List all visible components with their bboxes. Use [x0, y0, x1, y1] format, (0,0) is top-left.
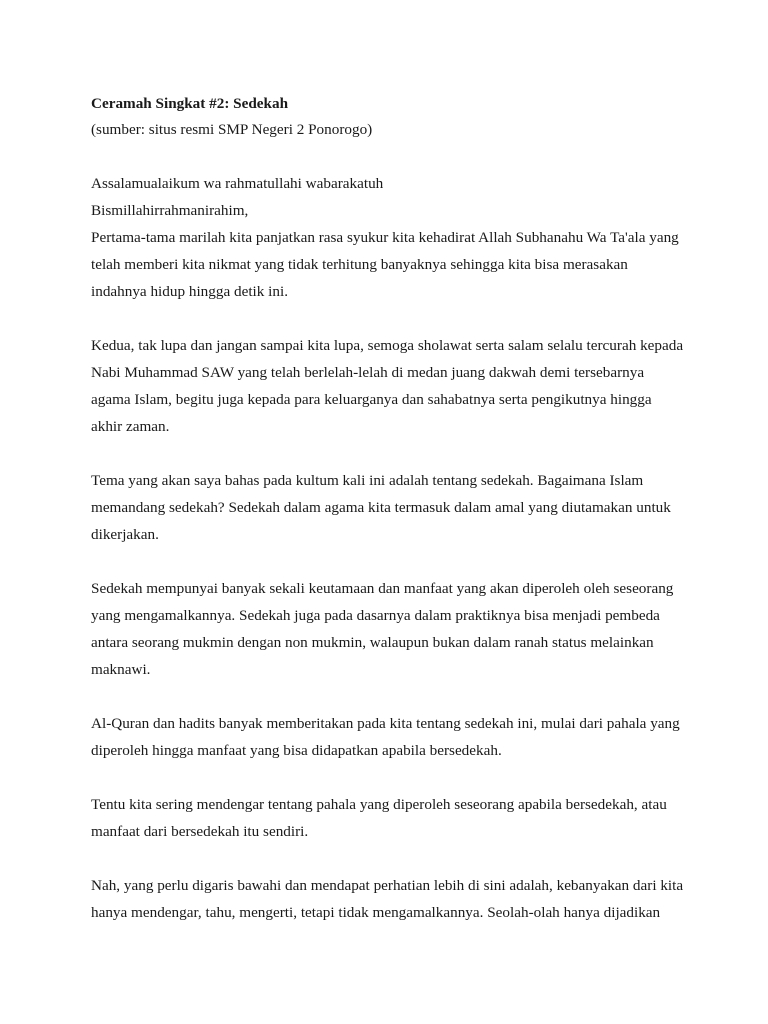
- body-paragraph-5: [91, 791, 687, 845]
- paragraph-gap: [91, 764, 687, 791]
- paragraph-gap: [91, 683, 687, 710]
- body-paragraph-6: [91, 872, 687, 926]
- body-paragraph-1: [91, 332, 687, 440]
- text-line: dikerjakan.: [91, 526, 159, 543]
- text-line: manfaat dari bersedekah itu sendiri.: [91, 823, 309, 840]
- text-line: Kedua, tak lupa dan jangan sampai kita lupa, semoga sholawat serta salam selalu tercurah kepada: [91, 337, 684, 354]
- paragraph-gap: [91, 440, 687, 467]
- text-line: Pertama-tama marilah kita panjatkan rasa syukur kita kehadirat Allah Subhanahu Wa Ta'ala yang: [91, 229, 679, 246]
- text-line: yang mengamalkannya. Sedekah juga pada dasarnya dalam praktiknya bisa menjadi pembeda: [91, 607, 660, 624]
- paragraph-gap: [91, 143, 687, 170]
- text-line: Sedekah mempunyai banyak sekali keutamaan dan manfaat yang akan diperoleh oleh seseorang: [91, 580, 674, 597]
- body-paragraph-3: [91, 575, 687, 683]
- text-line: agama Islam, begitu juga kepada para keluarganya dan sahabatnya serta pengikutnya hingga: [91, 391, 652, 408]
- body-paragraph-2: [91, 467, 687, 548]
- text-line: akhir zaman.: [91, 418, 170, 435]
- body-paragraph-4: [91, 710, 687, 764]
- document-source: (sumber: situs resmi SMP Negeri 2 Ponorogo): [91, 121, 373, 138]
- paragraph-gap: [91, 548, 687, 575]
- text-line: hanya mendengar, tahu, mengerti, tetapi tidak mengamalkannya. Seolah-olah hanya dijadikan: [91, 904, 661, 921]
- opening-paragraph: [91, 170, 687, 305]
- text-line: memandang sedekah? Sedekah dalam agama kita termasuk dalam amal yang diutamakan untuk: [91, 499, 671, 516]
- basmalah-line: Bismillahirrahmanirahim,: [91, 202, 249, 219]
- document-title: Ceramah Singkat #2: Sedekah: [91, 95, 289, 112]
- text-line: Tema yang akan saya bahas pada kultum kali ini adalah tentang sedekah. Bagaimana Islam: [91, 472, 644, 489]
- text-line: Tentu kita sering mendengar tentang pahala yang diperoleh seseorang apabila bersedekah, atau: [91, 796, 667, 813]
- text-line: telah memberi kita nikmat yang tidak terhitung banyaknya sehingga kita bisa merasakan: [91, 256, 628, 273]
- paragraph-gap: [91, 845, 687, 872]
- text-line: maknawi.: [91, 661, 151, 678]
- paragraph-gap: [91, 305, 687, 332]
- text-line: Nabi Muhammad SAW yang telah berlelah-lelah di medan juang dakwah demi tersebarnya: [91, 364, 645, 381]
- text-line: Nah, yang perlu digaris bawahi dan mendapat perhatian lebih di sini adalah, kebanyakan dari kita: [91, 877, 684, 894]
- text-line: antara seorang mukmin dengan non mukmin, walaupun bukan dalam ranah status melainkan: [91, 634, 654, 651]
- text-line: indahnya hidup hingga detik ini.: [91, 283, 288, 300]
- greeting-line: Assalamualaikum wa rahmatullahi wabarakatuh: [91, 175, 384, 192]
- text-line: diperoleh hingga manfaat yang bisa didapatkan apabila bersedekah.: [91, 742, 502, 759]
- text-line: Al-Quran dan hadits banyak memberitakan pada kita tentang sedekah ini, mulai dari pahala yang: [91, 715, 680, 732]
- document-page: [91, 91, 687, 926]
